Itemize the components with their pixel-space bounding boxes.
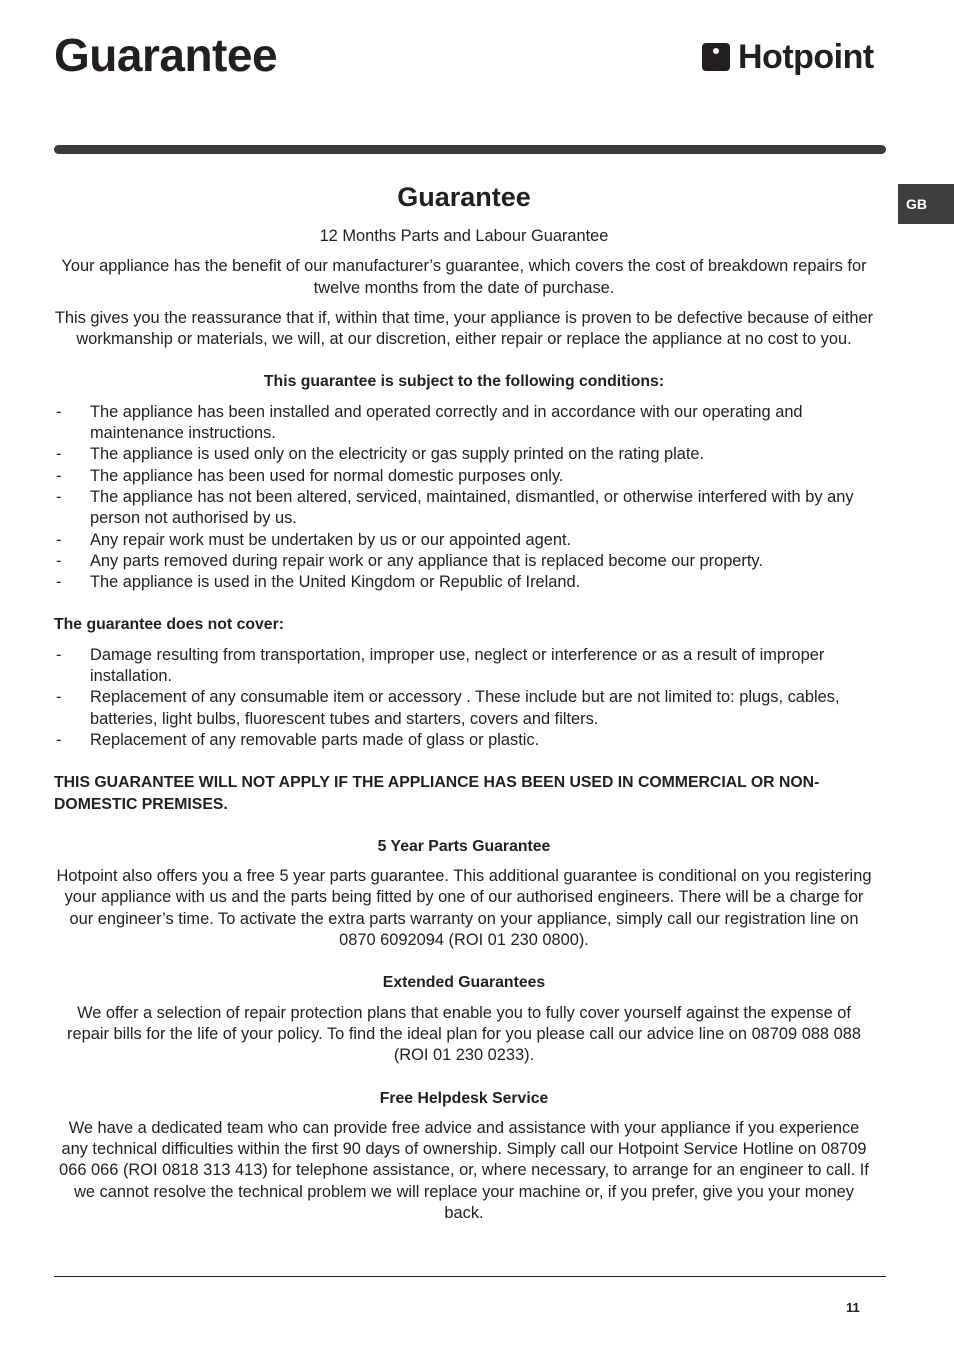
footer-divider <box>54 1276 886 1277</box>
guarantee-content <box>54 180 874 1233</box>
extended-heading: Extended Guarantees <box>382 974 546 992</box>
list-item: - Any repair work must be undertaken by us or our appointed agent. <box>56 530 572 549</box>
not-cover-list <box>54 645 874 751</box>
guarantee-subtitle: 12 Months Parts and Labour Guarantee <box>319 227 609 245</box>
guarantee-paragraph-2: This gives you the reassurance that if, within that time, your appliance is proven to be defective because of either workmanship or materials, we will, at our discretion, either repair or replace the appliance at no cost to you. <box>54 308 874 349</box>
list-item: - The appliance is used in the United Kingdom or Republic of Ireland. <box>56 573 581 592</box>
brand-name: Hotpoint <box>738 38 874 76</box>
list-item: - The appliance has been used for normal domestic purposes only. <box>56 466 564 485</box>
language-tab: GB <box>898 184 954 224</box>
header-divider <box>54 145 886 154</box>
hotpoint-logo-icon <box>702 43 730 71</box>
not-cover-heading: The guarantee does not cover: <box>54 616 284 634</box>
extended-text: We offer a selection of repair protection plans that enable you to fully cover yourself against the expense of repair bills for the life of your policy. To find the ideal plan for you please call our advice line on 08709 088 088 (ROI 01 230 0233). <box>67 1003 861 1065</box>
guarantee-paragraph-1: Your appliance has the benefit of our manufacturer’s guarantee, which covers the cost of breakdown repairs for twelve months from the date of purchase. <box>61 257 867 297</box>
list-item: - The appliance has not been altered, serviced, maintained, dismantled, or otherwise interfered with by any person not authorised by us. <box>56 487 854 528</box>
section-heading: Guarantee <box>397 182 531 212</box>
list-item: - Replacement of any removable parts made of glass or plastic. <box>56 730 540 749</box>
five-year-text: Hotpoint also offers you a free 5 year parts guarantee. This additional guarantee is conditional on you registering your appliance with us and the parts being fitted by one of our authorised engineers. There will be a charge for our engineer’s time. To activate the extra parts warranty on your appliance, simply call our registration line on 0870 6092094 (ROI 01 230 0800). <box>56 867 872 950</box>
page-title: Guarantee <box>54 29 278 81</box>
conditions-list <box>54 402 874 594</box>
helpdesk-heading: Free Helpdesk Service <box>379 1089 549 1107</box>
list-item: - The appliance has been installed and operated correctly and in accordance with our operating and maintenance instructions. <box>56 402 803 443</box>
list-item: - Replacement of any consumable item or accessory . These include but are not limited to: plugs, cables, batteries, light bulbs, fluorescent tubes and starters, covers and filters. <box>56 688 840 728</box>
helpdesk-text: We have a dedicated team who can provide free advice and assistance with your appliance if you experience any technical difficulties within the first 90 days of ownership. Simply call our Hotpoint Service Hotline on 08709 066 066 (ROI 0818 313 413) for telephone assistance, or, where necessary, to arrange for an engineer to call. If we cannot resolve the technical problem we will replace your machine or, if you prefer, give you your money back. <box>59 1118 869 1222</box>
list-item: - Damage resulting from transportation, improper use, neglect or interference or as a result of improper installation. <box>56 645 825 686</box>
page-number: 11 <box>846 1300 860 1315</box>
conditions-heading: This guarantee is subject to the following conditions: <box>263 373 665 391</box>
commercial-notice: THIS GUARANTEE WILL NOT APPLY IF THE APPLIANCE HAS BEEN USED IN COMMERCIAL OR NON-DOMESTIC PREMISES. <box>54 774 820 813</box>
hotpoint-logo <box>702 40 874 74</box>
five-year-heading: 5 Year Parts Guarantee <box>377 837 551 855</box>
list-item: - The appliance is used only on the electricity or gas supply printed on the rating plate. <box>56 445 705 464</box>
list-item: - Any parts removed during repair work or any appliance that is replaced become our property. <box>56 551 763 570</box>
